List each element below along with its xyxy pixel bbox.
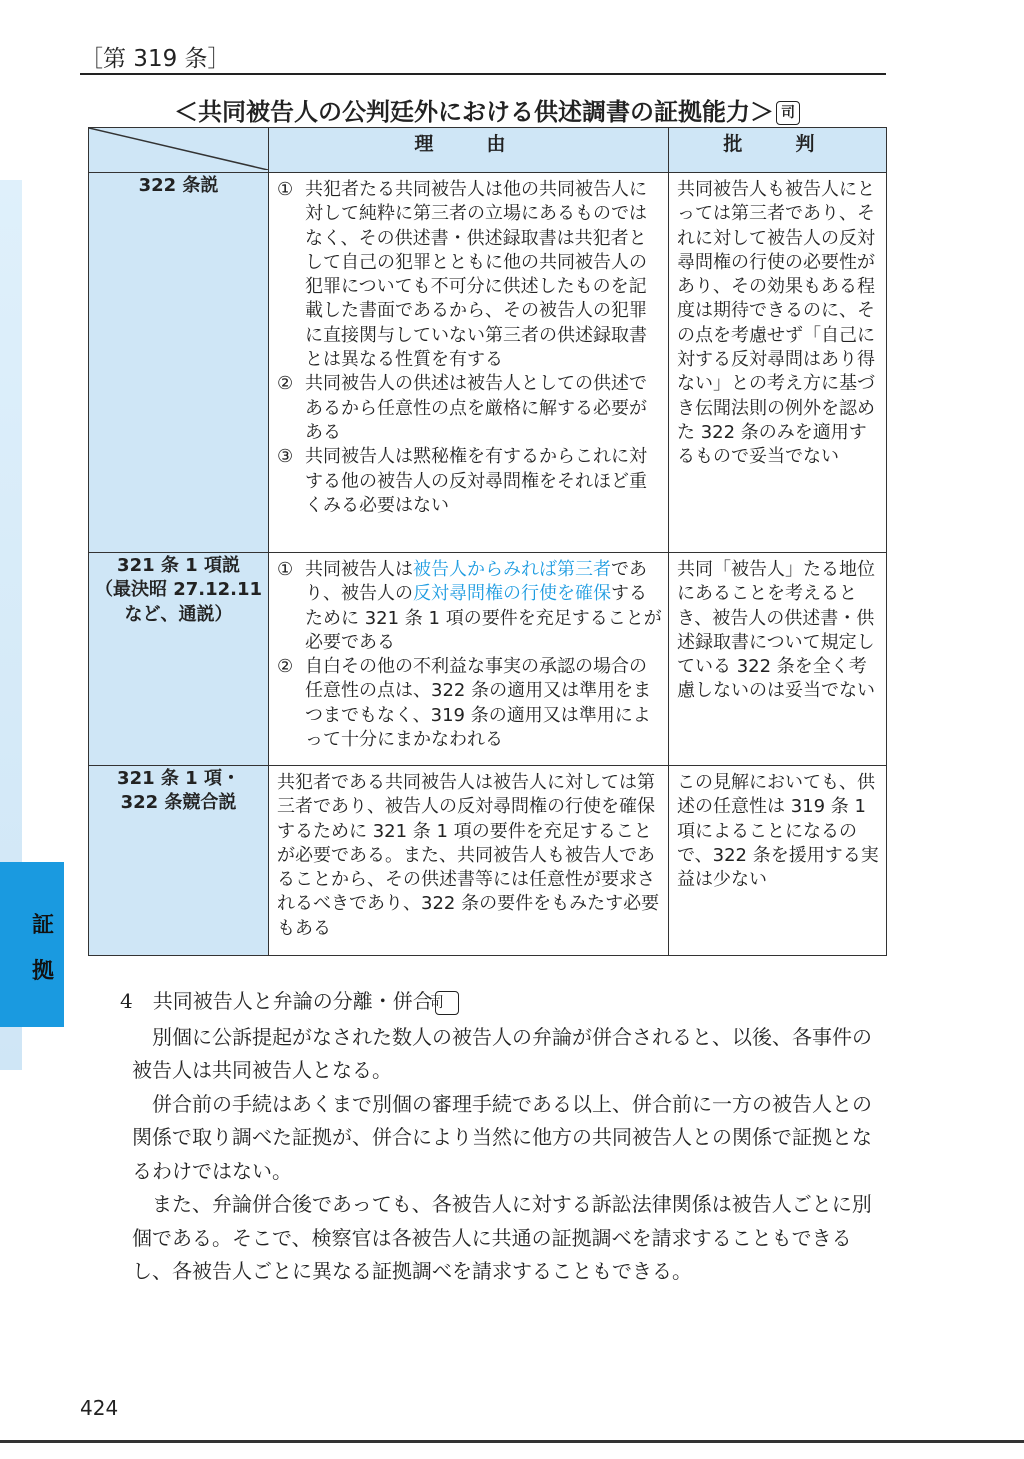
row-header-line: （最決昭 27.12.11 — [94, 579, 263, 601]
reason-cell — [269, 173, 669, 553]
table-row — [89, 553, 887, 766]
exam-badge-icon: 司 — [776, 101, 800, 125]
reason-item — [277, 655, 662, 752]
paragraph: 併合前の手続はあくまで別個の審理手続である以上、併合前に一方の被告人との関係で取り調べた証拠が、併合により当然に他方の共同被告人との関係で証拠となるわけではない。 — [132, 1091, 872, 1183]
table-title — [88, 92, 886, 127]
reason-text — [305, 445, 662, 518]
corner-diagonal-line — [89, 128, 268, 170]
reason-text — [305, 178, 662, 372]
reason-cell — [269, 553, 669, 766]
reason-text — [305, 558, 662, 655]
column-header-reason: 理 由 — [269, 128, 669, 173]
reason-item — [277, 771, 662, 941]
reason-number: ① — [277, 559, 294, 580]
reason-number: ① — [277, 179, 294, 200]
row-header-line: 322 条説 — [138, 175, 219, 196]
row-header-line: 321 条 1 項・ — [117, 768, 240, 789]
row-header-line: 322 条競合説 — [120, 792, 237, 814]
row-header-line: など、通説） — [124, 603, 233, 625]
text-run: 共犯者たる共同被告人は他の共同被告人に対して純粋に第三者の立場にあるものではなく、その供述書・供述録取書は共犯者として自己の犯罪とともに他の共同被告人の犯罪についても不可分に供述したものを記載した書面であるから、その被告人の犯罪に直接関与していない第三者の供述録取書とは異なる性質を有する — [305, 179, 647, 371]
reason-number: ② — [277, 373, 294, 395]
text-run: 自白その他の不利益な事実の承認の場合の任意性の点は、322 条の適用又は準用をまつまでもなく、319 条の適用又は準用によって十分にまかなわれる — [305, 656, 652, 751]
chapter-tab-char-2: 拠 — [31, 959, 54, 984]
body-text — [120, 985, 888, 1289]
paragraph: 別個に公訴提起がなされた数人の被告人の弁論が併合されると、以後、各事件の被告人は共同被告人となる。 — [132, 1024, 872, 1082]
reason-text — [277, 772, 659, 939]
reason-text — [305, 655, 662, 752]
column-header-critique: 批 判 — [669, 128, 887, 173]
text-run: 共同被告人の供述は被告人としての供述であるから任意性の点を厳格に解する必要がある — [305, 373, 647, 443]
table-body — [89, 173, 887, 956]
paragraph: また、弁論併合後であっても、各被告人に対する訴訟法律関係は被告人ごとに別個である。そこで、検察官は各被告人に共通の証拠調べを請求することもできるし、各被告人ごとに異なる証拠調べを請求することもできる。 — [132, 1192, 872, 1283]
page-number: 424 — [80, 1396, 119, 1420]
reason-number: ③ — [277, 446, 294, 468]
highlighted-phrase: 被告人からみれば第三者 — [413, 559, 611, 580]
chapter-tab[interactable] — [0, 862, 64, 1027]
reason-number: ② — [277, 656, 294, 678]
bottom-rule — [0, 1440, 1024, 1443]
exam-badge-icon: 司 — [435, 991, 459, 1015]
table-title-text: ＜共同被告人の公判廷外における供述調書の証拠能力＞ — [174, 98, 774, 126]
section-label: ［第 319 条］ — [80, 46, 231, 72]
subsection-heading-text: 4 共同被告人と弁論の分離・併合 — [120, 989, 433, 1013]
reason-item — [277, 372, 662, 445]
row-header-theory — [89, 173, 269, 553]
table-row — [89, 766, 887, 956]
text-run: 共同被告人は黙秘権を有するからこれに対する他の被告人の反対尋問権をそれほど重くみる必要はない — [305, 446, 647, 516]
reason-item — [277, 558, 662, 655]
critique-cell: この見解においても、供述の任意性は 319 条 1 項によることになるので、322 条を援用する実益は少ない — [669, 766, 887, 956]
reason-cell — [269, 766, 669, 956]
highlighted-phrase: 反対尋問権の行使を確保 — [413, 583, 611, 605]
table-row — [89, 173, 887, 553]
reason-text — [305, 372, 662, 445]
reason-item — [277, 178, 662, 372]
chapter-tab-char-1: 証 — [31, 913, 54, 938]
header-rule — [80, 73, 886, 75]
text-run: 共犯者である共同被告人は被告人に対しては第三者であり、被告人の反対尋問権の行使を確保するために 321 条 1 項の要件を充足することが必要である。また、共同被告人も被告人であることから、その供述書等には任意性が要求されるべきであり、322 条の要件をもみたす必要もある — [277, 772, 660, 939]
table-corner-cell — [89, 128, 269, 173]
text-run: 共同被告人は — [305, 559, 413, 580]
comparison-table — [88, 127, 887, 956]
reason-item — [277, 445, 662, 518]
subsection-heading — [120, 985, 888, 1019]
text-run: するために 321 条 1 項の要件を充足することが必要である — [305, 583, 662, 653]
critique-cell: 共同「被告人」たる地位にあることを考えるとき、被告人の供述書・供述録取書について規定している 322 条を全く考慮しないのは妥当でない — [669, 553, 887, 766]
row-header-line: 321 条 1 項説 — [117, 555, 240, 576]
text-run: であり、被告人の — [305, 559, 647, 605]
critique-cell: 共同被告人も被告人にとっては第三者であり、それに対して被告人の反対尋問権の行使の必要性があり、その効果もある程度は期待できるのに、その点を考慮せず「自己に対する反対尋問はあり得ない」との考え方に基づき伝聞法則の例外を認めた 322 条のみを適用するもので妥当でない — [669, 173, 887, 553]
row-header-theory — [89, 553, 269, 766]
row-header-theory — [89, 766, 269, 956]
